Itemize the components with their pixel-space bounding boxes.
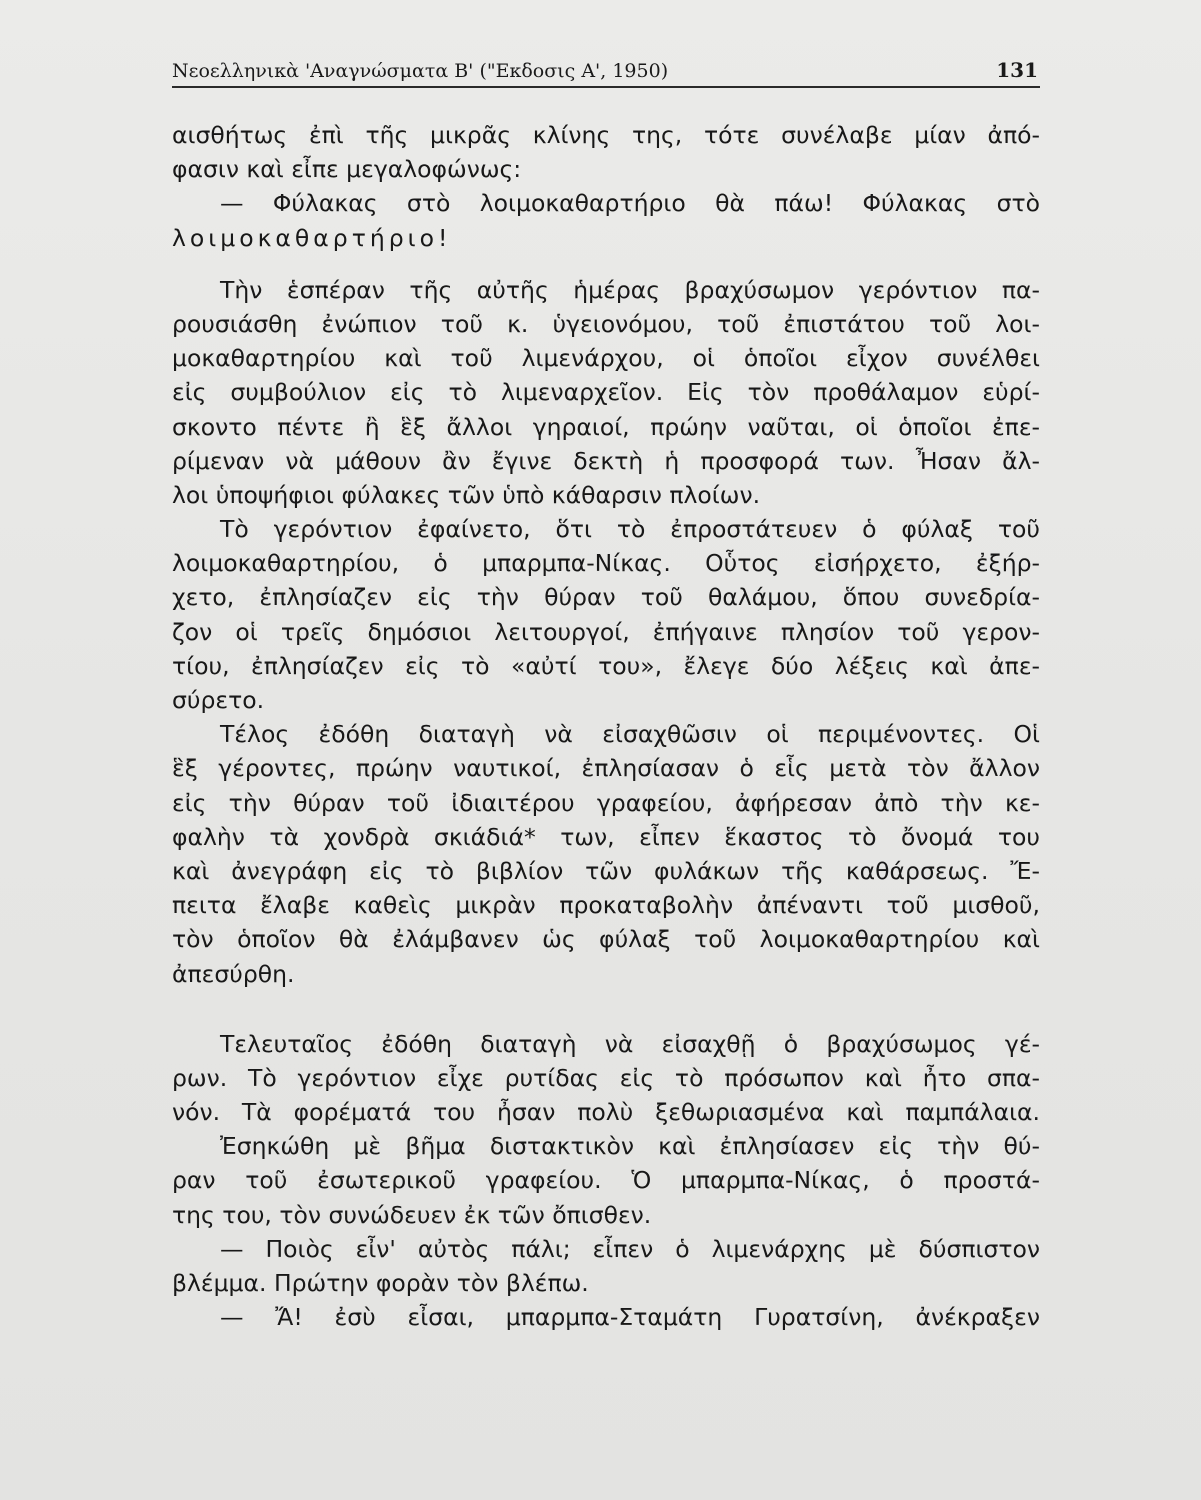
text-line: Ἐσηκώθη μὲ βῆμα διστακτικὸν καὶ ἐπλησίασεν εἰς τὴν θύ- <box>220 1132 1040 1161</box>
text-line: ρίμεναν νὰ μάθουν ἂν ἔγινε δεκτὴ ἡ προσφορά των. Ἦσαν ἄλ- <box>172 446 1040 475</box>
text-line: — Φύλακας στὸ λοιμοκαθαρτήριο θὰ πάω! Φύλακας στὸ <box>220 189 1040 218</box>
text-line: της του, τὸν συνώδευεν ἐκ τῶν ὄπισθεν. <box>172 1200 652 1229</box>
body-text <box>172 118 1040 1334</box>
text-line: — Ἄ! ἐσὺ εἶσαι, μπαρμπα-Σταμάτη Γυρατσίνη, ἀνέκραξεν <box>220 1303 1040 1332</box>
paragraph-gap <box>172 991 1040 1027</box>
text-line: εἰς τὴν θύραν τοῦ ἰδιαιτέρου γραφείου, ἀφήρεσαν ἀπὸ τὴν κε- <box>172 788 1040 817</box>
text-line: φαλὴν τὰ χονδρὰ σκιάδιά* των, εἶπεν ἕκαστος τὸ ὄνομά του <box>172 822 1040 851</box>
text-line: Τὸ γερόντιον ἐφαίνετο, ὅτι τὸ ἐπροστάτευεν ὁ φύλαξ τοῦ <box>220 515 1040 544</box>
text-line: ἀπεσύρθη. <box>172 959 295 988</box>
text-line: βλέμμα. Πρώτην φορὰν τὸν βλέπω. <box>172 1269 589 1297</box>
text-line: — Ποιὸς εἶν' αὐτὸς πάλι; εἶπεν ὁ λιμενάρχης μὲ δύσπιστον <box>220 1234 1040 1263</box>
text-line: νόν. Τὰ φορέματά του ἦσαν πολὺ ξεθωριασμένα καὶ παμπάλαια. <box>172 1098 1040 1127</box>
text-line: ρουσιάσθη ἐνώπιον τοῦ κ. ὑγειονόμου, τοῦ ἐπιστάτου τοῦ λοι- <box>172 309 1040 338</box>
text-line: Τελευταῖος ἐδόθη διαταγὴ νὰ εἰσαχθῇ ὁ βραχύσωμος γέ- <box>220 1029 1040 1058</box>
running-header <box>172 58 1040 88</box>
text-line: χετο, ἐπλησίαζεν εἰς τὴν θύραν τοῦ θαλάμου, ὅπου συνεδρία- <box>172 583 1040 612</box>
text-line: αισθήτως ἐπὶ τῆς μικρᾶς κλίνης της, τότε συνέλαβε μίαν ἀπό- <box>172 121 1040 149</box>
page-number: 131 <box>996 58 1038 82</box>
text-line: τὸν ὁποῖον θὰ ἐλάμβανεν ὡς φύλαξ τοῦ λοιμοκαθαρτηρίου καὶ <box>172 925 1040 954</box>
text-line: τίου, ἐπλησίαζεν εἰς τὸ «αὐτί του», ἔλεγε δύο λέξεις καὶ ἀπε- <box>172 651 1040 680</box>
text-line: φασιν καὶ εἶπε μεγαλοφώνως: <box>172 155 522 184</box>
paragraph-gap <box>172 255 1040 273</box>
header-title: Νεοελληνικὰ 'Αναγνώσματα Β' ("Εκδοσις Α', 1950) <box>172 60 669 82</box>
text-line: ἓξ γέροντες, πρώην ναυτικοί, ἐπλησίασαν ὁ εἷς μετὰ τὸν ἄλλον <box>172 754 1040 783</box>
text-line: ραν τοῦ ἐσωτερικοῦ γραφείου. Ὁ μπαρμπα-Νίκας, ὁ προστά- <box>172 1166 1040 1195</box>
text-line: μοκαθαρτηρίου καὶ τοῦ λιμενάρχου, οἱ ὁποῖοι εἶχον συνέλθει <box>172 344 1040 373</box>
text-line: λοι ὑποψήφιοι φύλακες τῶν ὑπὸ κάθαρσιν πλοίων. <box>172 480 761 509</box>
text-line: σκοντο πέντε ἢ ἓξ ἄλλοι γηραιοί, πρώην ναῦται, οἱ ὁποῖοι ἐπε- <box>172 412 1040 441</box>
text-line: Τέλος ἐδόθη διαταγὴ νὰ εἰσαχθῶσιν οἱ περιμένοντες. Οἱ <box>220 720 1040 749</box>
text-line: ζον οἱ τρεῖς δημόσιοι λειτουργοί, ἐπήγαινε πλησίον τοῦ γερον- <box>172 617 1040 646</box>
text-line: καὶ ἀνεγράφη εἰς τὸ βιβλίον τῶν φυλάκων τῆς καθάρσεως. Ἔ- <box>172 856 1040 885</box>
text-line: πειτα ἔλαβε καθεὶς μικρὰν προκαταβολὴν ἀπέναντι τοῦ μισθοῦ, <box>172 891 1040 920</box>
text-line: Τὴν ἑσπέραν τῆς αὐτῆς ἡμέρας βραχύσωμον γερόντιον πα- <box>220 275 1040 304</box>
text-line: ρων. Τὸ γερόντιον εἶχε ρυτίδας εἰς τὸ πρόσωπον καὶ ἦτο σπα- <box>172 1063 1040 1092</box>
text-line: λοιμοκαθαρτηρίου, ὁ μπαρμπα-Νίκας. Οὗτος εἰσήρχετο, ἐξήρ- <box>172 549 1040 578</box>
text-line: σύρετο. <box>172 686 265 714</box>
header-rule <box>172 86 1040 88</box>
text-line: εἰς συμβούλιον εἰς τὸ λιμεναρχεῖον. Εἰς τὸν προθάλαμον εὑρί- <box>172 378 1040 407</box>
text-line: λοιμοκαθαρτήριο! <box>172 223 452 252</box>
